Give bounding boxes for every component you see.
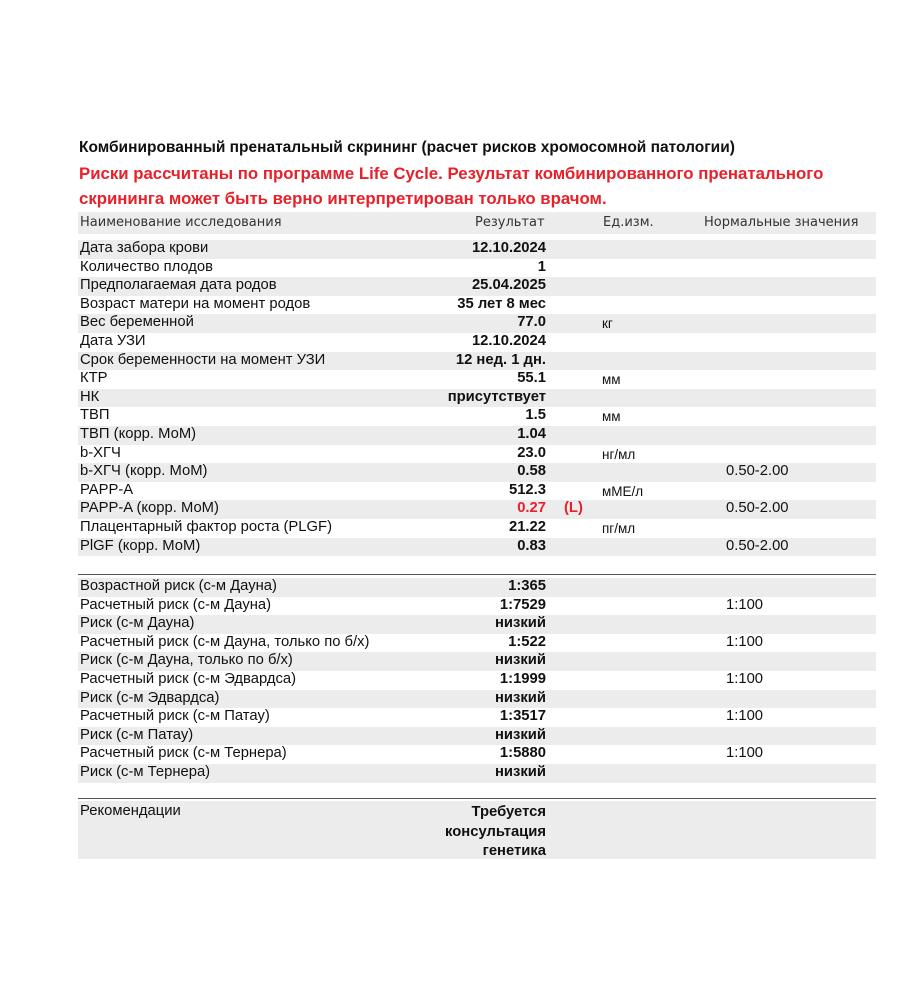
row-name: Количество плодов bbox=[80, 258, 214, 275]
table-row bbox=[78, 764, 876, 783]
row-value: 25.04.2025 bbox=[471, 277, 546, 294]
page-title: Комбинированный пренатальный скрининг (расчет рисков хромосомной патологии) bbox=[79, 139, 735, 156]
header-normal: Нормальные значения bbox=[704, 215, 859, 230]
header-unit: Ед.изм. bbox=[603, 215, 654, 230]
recommendation-value bbox=[445, 803, 546, 862]
table-row bbox=[78, 333, 876, 352]
row-value: 1:7529 bbox=[499, 596, 546, 613]
table-row bbox=[78, 727, 876, 746]
row-value: 512.3 bbox=[508, 481, 546, 498]
table-row bbox=[78, 352, 876, 371]
row-normal: 1:100 bbox=[726, 708, 764, 725]
table-row bbox=[78, 407, 876, 426]
row-name: Риск (с-м Патау) bbox=[80, 726, 194, 743]
row-value: 12 нед. 1 дн. bbox=[455, 351, 546, 368]
row-value: 1 bbox=[537, 258, 546, 275]
row-normal: 1:100 bbox=[726, 670, 764, 687]
row-unit: пг/мл bbox=[602, 520, 636, 536]
table-row bbox=[78, 745, 876, 764]
row-value: 1:522 bbox=[508, 633, 546, 650]
table-row bbox=[78, 426, 876, 445]
row-value: 1:3517 bbox=[499, 708, 546, 725]
table-row bbox=[78, 482, 876, 501]
row-name: ТВП (корр. МоМ) bbox=[80, 425, 197, 442]
row-name: Расчетный риск (с-м Тернера) bbox=[80, 745, 287, 762]
row-value: 1:1999 bbox=[499, 670, 546, 687]
table-row bbox=[78, 519, 876, 538]
table-row bbox=[78, 597, 876, 616]
row-name: КТР bbox=[80, 370, 108, 387]
row-name: Дата забора крови bbox=[80, 240, 209, 256]
table-row bbox=[78, 500, 876, 519]
row-normal: 1:100 bbox=[726, 633, 764, 650]
table-row bbox=[78, 314, 876, 333]
row-normal: 1:100 bbox=[726, 596, 764, 613]
row-name: Плацентарный фактор роста (PLGF) bbox=[80, 518, 332, 535]
measurements-table bbox=[78, 240, 876, 556]
row-name: PAPP-A bbox=[80, 481, 134, 498]
row-name: Возраст матери на момент родов bbox=[80, 295, 311, 312]
section-divider bbox=[78, 798, 876, 799]
recommendation-row bbox=[78, 801, 876, 859]
row-value: 1:365 bbox=[508, 578, 546, 594]
row-name: b-ХГЧ bbox=[80, 444, 121, 461]
row-name: Риск (с-м Дауна) bbox=[80, 615, 195, 632]
row-name: PAPP-A (корр. МоМ) bbox=[80, 500, 219, 517]
row-value: 1.5 bbox=[525, 407, 546, 424]
row-value: 55.1 bbox=[517, 370, 546, 387]
table-row bbox=[78, 277, 876, 296]
row-unit: нг/мл bbox=[602, 446, 636, 462]
row-name: Возрастной риск (с-м Дауна) bbox=[80, 578, 277, 594]
row-normal: 0.50-2.00 bbox=[726, 537, 789, 554]
row-value: 0.27 bbox=[517, 500, 546, 517]
table-row bbox=[78, 240, 876, 259]
row-value: 0.83 bbox=[517, 537, 546, 554]
row-normal: 0.50-2.00 bbox=[726, 463, 789, 480]
row-value: 23.0 bbox=[517, 444, 546, 461]
row-name: ТВП bbox=[80, 407, 110, 424]
table-row bbox=[78, 370, 876, 389]
row-value: 77.0 bbox=[517, 314, 546, 331]
table-row bbox=[78, 671, 876, 690]
table-row bbox=[78, 445, 876, 464]
row-value: низкий bbox=[495, 763, 546, 780]
row-name: Дата УЗИ bbox=[80, 332, 146, 349]
row-flag: (L) bbox=[564, 500, 583, 517]
table-row bbox=[78, 296, 876, 315]
row-name: Риск (с-м Эдвардса) bbox=[80, 689, 220, 706]
row-unit: мМЕ/л bbox=[602, 483, 644, 499]
table-row bbox=[78, 690, 876, 709]
table-row bbox=[78, 389, 876, 408]
row-value: 1:5880 bbox=[499, 745, 546, 762]
table-row bbox=[78, 463, 876, 482]
header-name: Наименование исследования bbox=[80, 215, 282, 230]
row-value: 12.10.2024 bbox=[471, 332, 546, 349]
row-name: Расчетный риск (с-м Эдвардса) bbox=[80, 670, 297, 687]
row-value: 1.04 bbox=[517, 425, 546, 442]
row-name: b-ХГЧ (корр. МоМ) bbox=[80, 463, 208, 480]
row-unit: кг bbox=[602, 316, 613, 332]
row-name: Расчетный риск (с-м Дауна) bbox=[80, 596, 272, 613]
row-value: присутствует bbox=[447, 388, 546, 405]
section-divider bbox=[78, 574, 876, 575]
row-name: Риск (с-м Дауна, только по б/х) bbox=[80, 652, 293, 669]
table-header bbox=[78, 212, 876, 234]
row-name: Расчетный риск (с-м Патау) bbox=[80, 708, 270, 725]
table-row bbox=[78, 578, 876, 597]
row-normal: 1:100 bbox=[726, 745, 764, 762]
row-value: 21.22 bbox=[508, 518, 546, 535]
row-normal: 0.50-2.00 bbox=[726, 500, 789, 517]
row-name: Срок беременности на момент УЗИ bbox=[80, 351, 326, 368]
recommendation-line: Требуется bbox=[471, 804, 546, 820]
row-value: низкий bbox=[495, 726, 546, 743]
row-value: 0.58 bbox=[517, 463, 546, 480]
table-row bbox=[78, 652, 876, 671]
row-name: PlGF (корр. МоМ) bbox=[80, 537, 201, 554]
warning-text bbox=[79, 161, 899, 211]
table-row bbox=[78, 708, 876, 727]
table-row bbox=[78, 259, 876, 278]
table-row bbox=[78, 615, 876, 634]
row-value: низкий bbox=[495, 652, 546, 669]
row-value: низкий bbox=[495, 615, 546, 632]
recommendation-line: консультация bbox=[445, 823, 546, 840]
risks-table bbox=[78, 578, 876, 783]
recommendation-label: Рекомендации bbox=[80, 803, 181, 819]
recommendation-line: генетика bbox=[482, 843, 546, 859]
row-value: 35 лет 8 мес bbox=[457, 295, 546, 312]
header-result: Результат bbox=[475, 215, 545, 230]
row-unit: мм bbox=[602, 372, 621, 388]
warning-line-1: Риски рассчитаны по программе Life Cycle. Результат комбинированного пренатального bbox=[79, 164, 824, 183]
row-value: низкий bbox=[495, 689, 546, 706]
row-name: Расчетный риск (с-м Дауна, только по б/х) bbox=[80, 633, 370, 650]
row-name: Предполагаемая дата родов bbox=[80, 277, 277, 294]
row-name: Риск (с-м Тернера) bbox=[80, 763, 211, 780]
row-value: 12.10.2024 bbox=[471, 240, 546, 256]
row-name: НК bbox=[80, 388, 100, 405]
table-row bbox=[78, 634, 876, 653]
table-row bbox=[78, 538, 876, 557]
row-name: Вес беременной bbox=[80, 314, 194, 331]
warning-line-2: скрининга может быть верно интерпретирован только врачом. bbox=[79, 189, 607, 208]
row-unit: мм bbox=[602, 409, 621, 425]
